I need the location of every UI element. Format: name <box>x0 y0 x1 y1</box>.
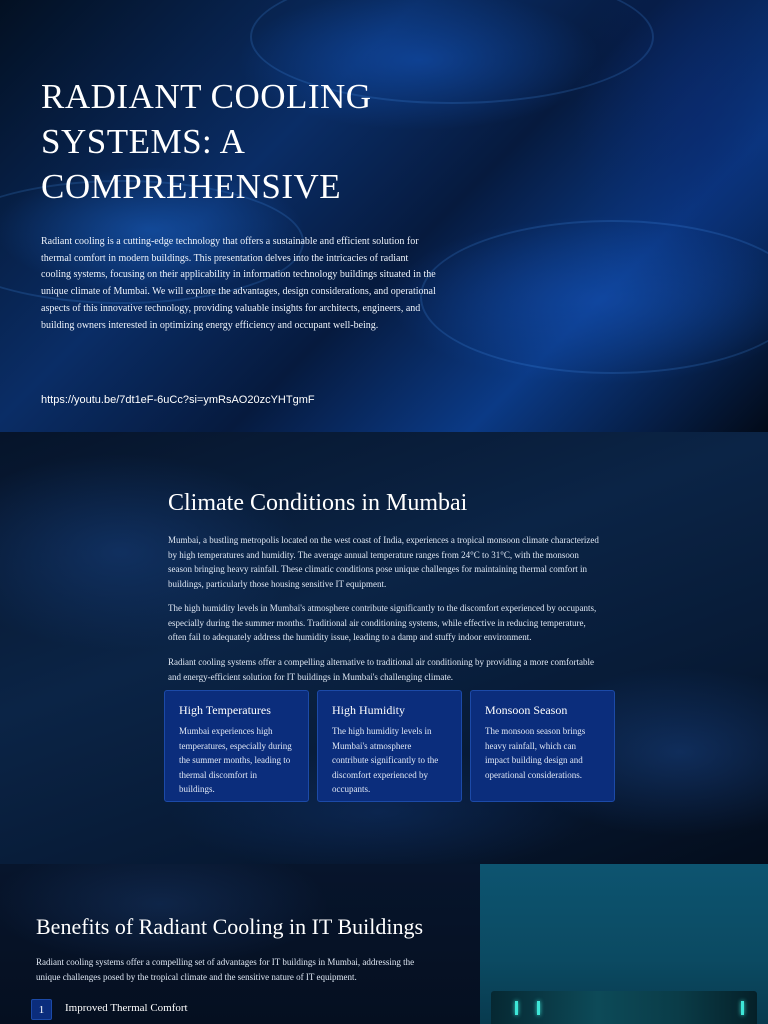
rack-light <box>537 1001 540 1015</box>
video-link[interactable]: https://youtu.be/7dt1eF-6uCc?si=ymRsAO20zcYHTgmF <box>41 394 315 406</box>
climate-paragraph: The high humidity levels in Mumbai's atmosphere contribute significantly to the discomfort experienced by occupants, especially during the summer months. Traditional air conditioning systems, while effective in reducing temperature, often fail to adequately address the humidity issue, leading to a damp and stuffy indoor environment. <box>168 603 597 643</box>
card-high-temperatures <box>164 690 309 802</box>
step-label: Improved Thermal Comfort <box>65 1002 188 1014</box>
rack-light <box>741 1001 744 1015</box>
climate-paragraph: Radiant cooling systems offer a compelling alternative to traditional air conditioning by providing a more comfortable and energy-efficient solution for IT buildings in Mumbai's challenging climate. <box>168 657 594 682</box>
card-high-humidity <box>317 690 462 802</box>
hero-swirl <box>420 220 768 374</box>
server-rack-image <box>491 991 757 1024</box>
server-room-image <box>480 864 768 1024</box>
card-title: High Temperatures <box>179 703 271 717</box>
card-title: Monsoon Season <box>485 703 568 717</box>
benefits-title: Benefits of Radiant Cooling in IT Buildings <box>36 914 424 939</box>
page-title: RADIANT COOLING SYSTEMS: A COMPREHENSIVE <box>41 77 372 206</box>
card-body: Mumbai experiences high temperatures, especially during the summer months, leading to thermal discomfort in buildings. <box>179 726 292 795</box>
benefits-section <box>0 864 768 1024</box>
climate-title: Climate Conditions in Mumbai <box>168 490 468 516</box>
card-title: High Humidity <box>332 703 406 717</box>
step-number-badge: 1 <box>31 999 52 1020</box>
card-monsoon-season <box>470 690 615 802</box>
card-body: The high humidity levels in Mumbai's atmosphere contribute significantly to the discomfort experienced by occupants. <box>332 726 439 795</box>
hero-section <box>0 0 768 432</box>
rack-light <box>515 1001 518 1015</box>
hero-description: Radiant cooling is a cutting-edge technology that offers a sustainable and efficient solution for thermal comfort in modern buildings. This presentation delves into the intricacies of radiant cooling systems, focusing on their applicability in information technology buildings situated in the unique climate of Mumbai. We will explore the advantages, design considerations, and operational aspects of this innovative technology, providing valuable insights for architects, engineers, and building owners interested in optimizing energy efficiency and occupant well-being. <box>41 236 436 331</box>
climate-section <box>0 432 768 864</box>
card-body: The monsoon season brings heavy rainfall, which can impact building design and operational considerations. <box>485 726 586 780</box>
benefits-description: Radiant cooling systems offer a compelling set of advantages for IT buildings in Mumbai, addressing the unique challenges posed by the tropical climate and the sensitive nature of IT equipment. <box>36 957 415 982</box>
climate-paragraph: Mumbai, a bustling metropolis located on the west coast of India, experiences a tropical monsoon climate characterized by high temperatures and humidity. The average annual temperature ranges from 24°C to 31°C, with the monsoon season bringing heavy rainfall. These climatic conditions pose unique challenges for maintaining thermal comfort in buildings, particularly those housing sensitive IT equipment. <box>168 535 599 589</box>
